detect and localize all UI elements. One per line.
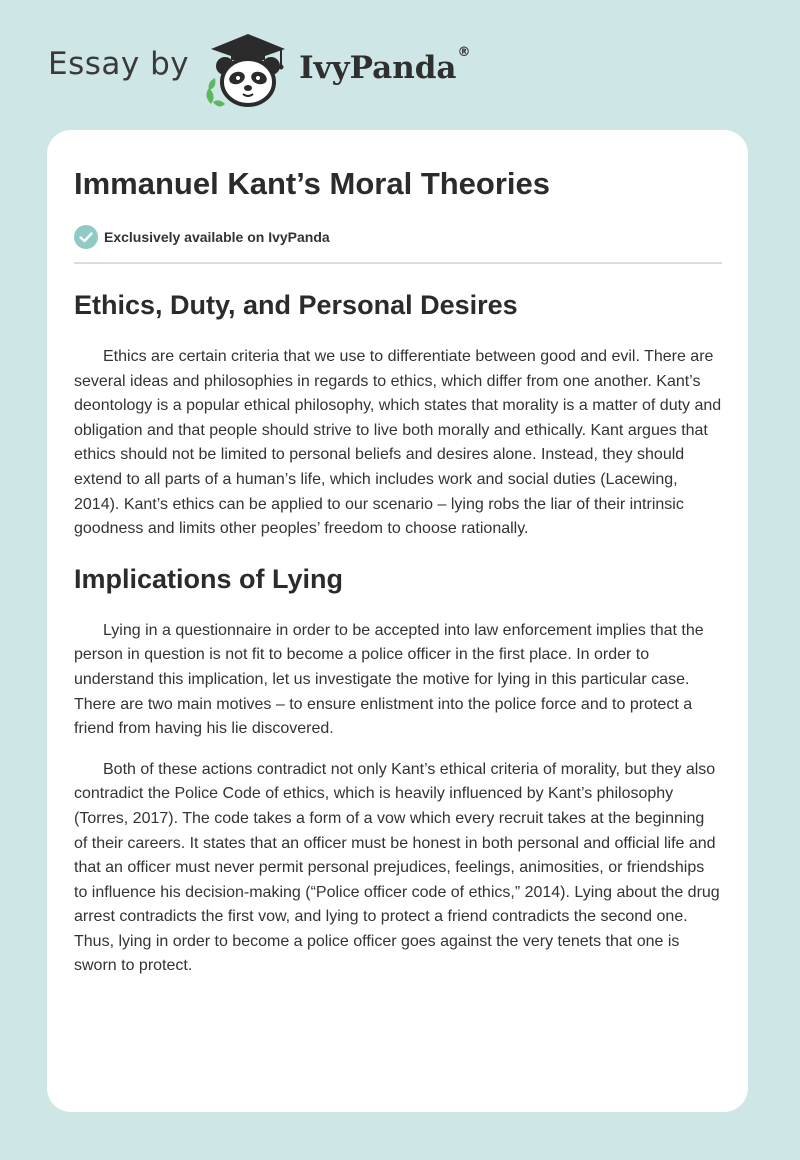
section-heading: Ethics, Duty, and Personal Desires xyxy=(74,290,518,320)
exclusive-label: Exclusively available on IvyPanda xyxy=(104,229,330,245)
essay-by-label: Essay by xyxy=(48,46,190,82)
page-title: Immanuel Kant’s Moral Theories xyxy=(74,166,551,201)
site-header xyxy=(48,30,471,110)
divider xyxy=(74,262,722,264)
section-implications-lying xyxy=(74,562,722,979)
section-ethics-duty xyxy=(74,288,722,542)
section-heading: Implications of Lying xyxy=(74,563,344,594)
check-circle-icon xyxy=(74,225,98,249)
exclusive-badge xyxy=(74,225,722,249)
registered-mark: ® xyxy=(457,44,471,60)
paragraph: Both of these actions contradict not only Kant’s ethical criteria of morality, but they also contradict the Police Code of ethics, which is heavily influenced by Kant’s philosophy (Torres, 2017). The code takes a form of a vow which every recruit takes at the beginning of their careers. It states that an officer must be honest in both personal and official life and that an officer must never permit personal prejudices, feelings, animosities, or friendships to influence his decision-making (“Police officer code of ethics,” 2014). Lying about the drug arrest contradicts the first vow, and lying to protect a friend contradicts the second one. Thus, lying in order to become a police officer goes against the very tenets that one is sworn to protect. xyxy=(74,760,720,975)
paragraph: Lying in a questionnaire in order to be accepted into law enforcement implies that the person in question is not fit to become a police officer in the first place. In order to understand this implication, let us investigate the motive for lying in this particular case. There are two main motives – to ensure enlistment into the police force and to protect a friend from having his lie discovered. xyxy=(74,621,704,738)
paragraph: Ethics are certain criteria that we use to differentiate between good and evil. There are several ideas and philosophies in regards to ethics, which differ from one another. Kant’s deontology is a popular ethical philosophy, which states that morality is a matter of duty and obligation and that people should strive to live both morally and ethically. Kant argues that ethics should not be limited to personal beliefs and desires alone. Instead, they should extend to all parts of a human’s life, which includes work and social duties (Lacewing, 2014). Kant’s ethics can be applied to our scenario – lying robs the liar of their intrinsic goodness and limits other peoples’ freedom to choose rationally. xyxy=(74,348,722,538)
brand-name: IvyPanda xyxy=(299,50,457,86)
panda-graduate-icon[interactable] xyxy=(203,30,293,110)
essay-card xyxy=(47,130,748,1112)
